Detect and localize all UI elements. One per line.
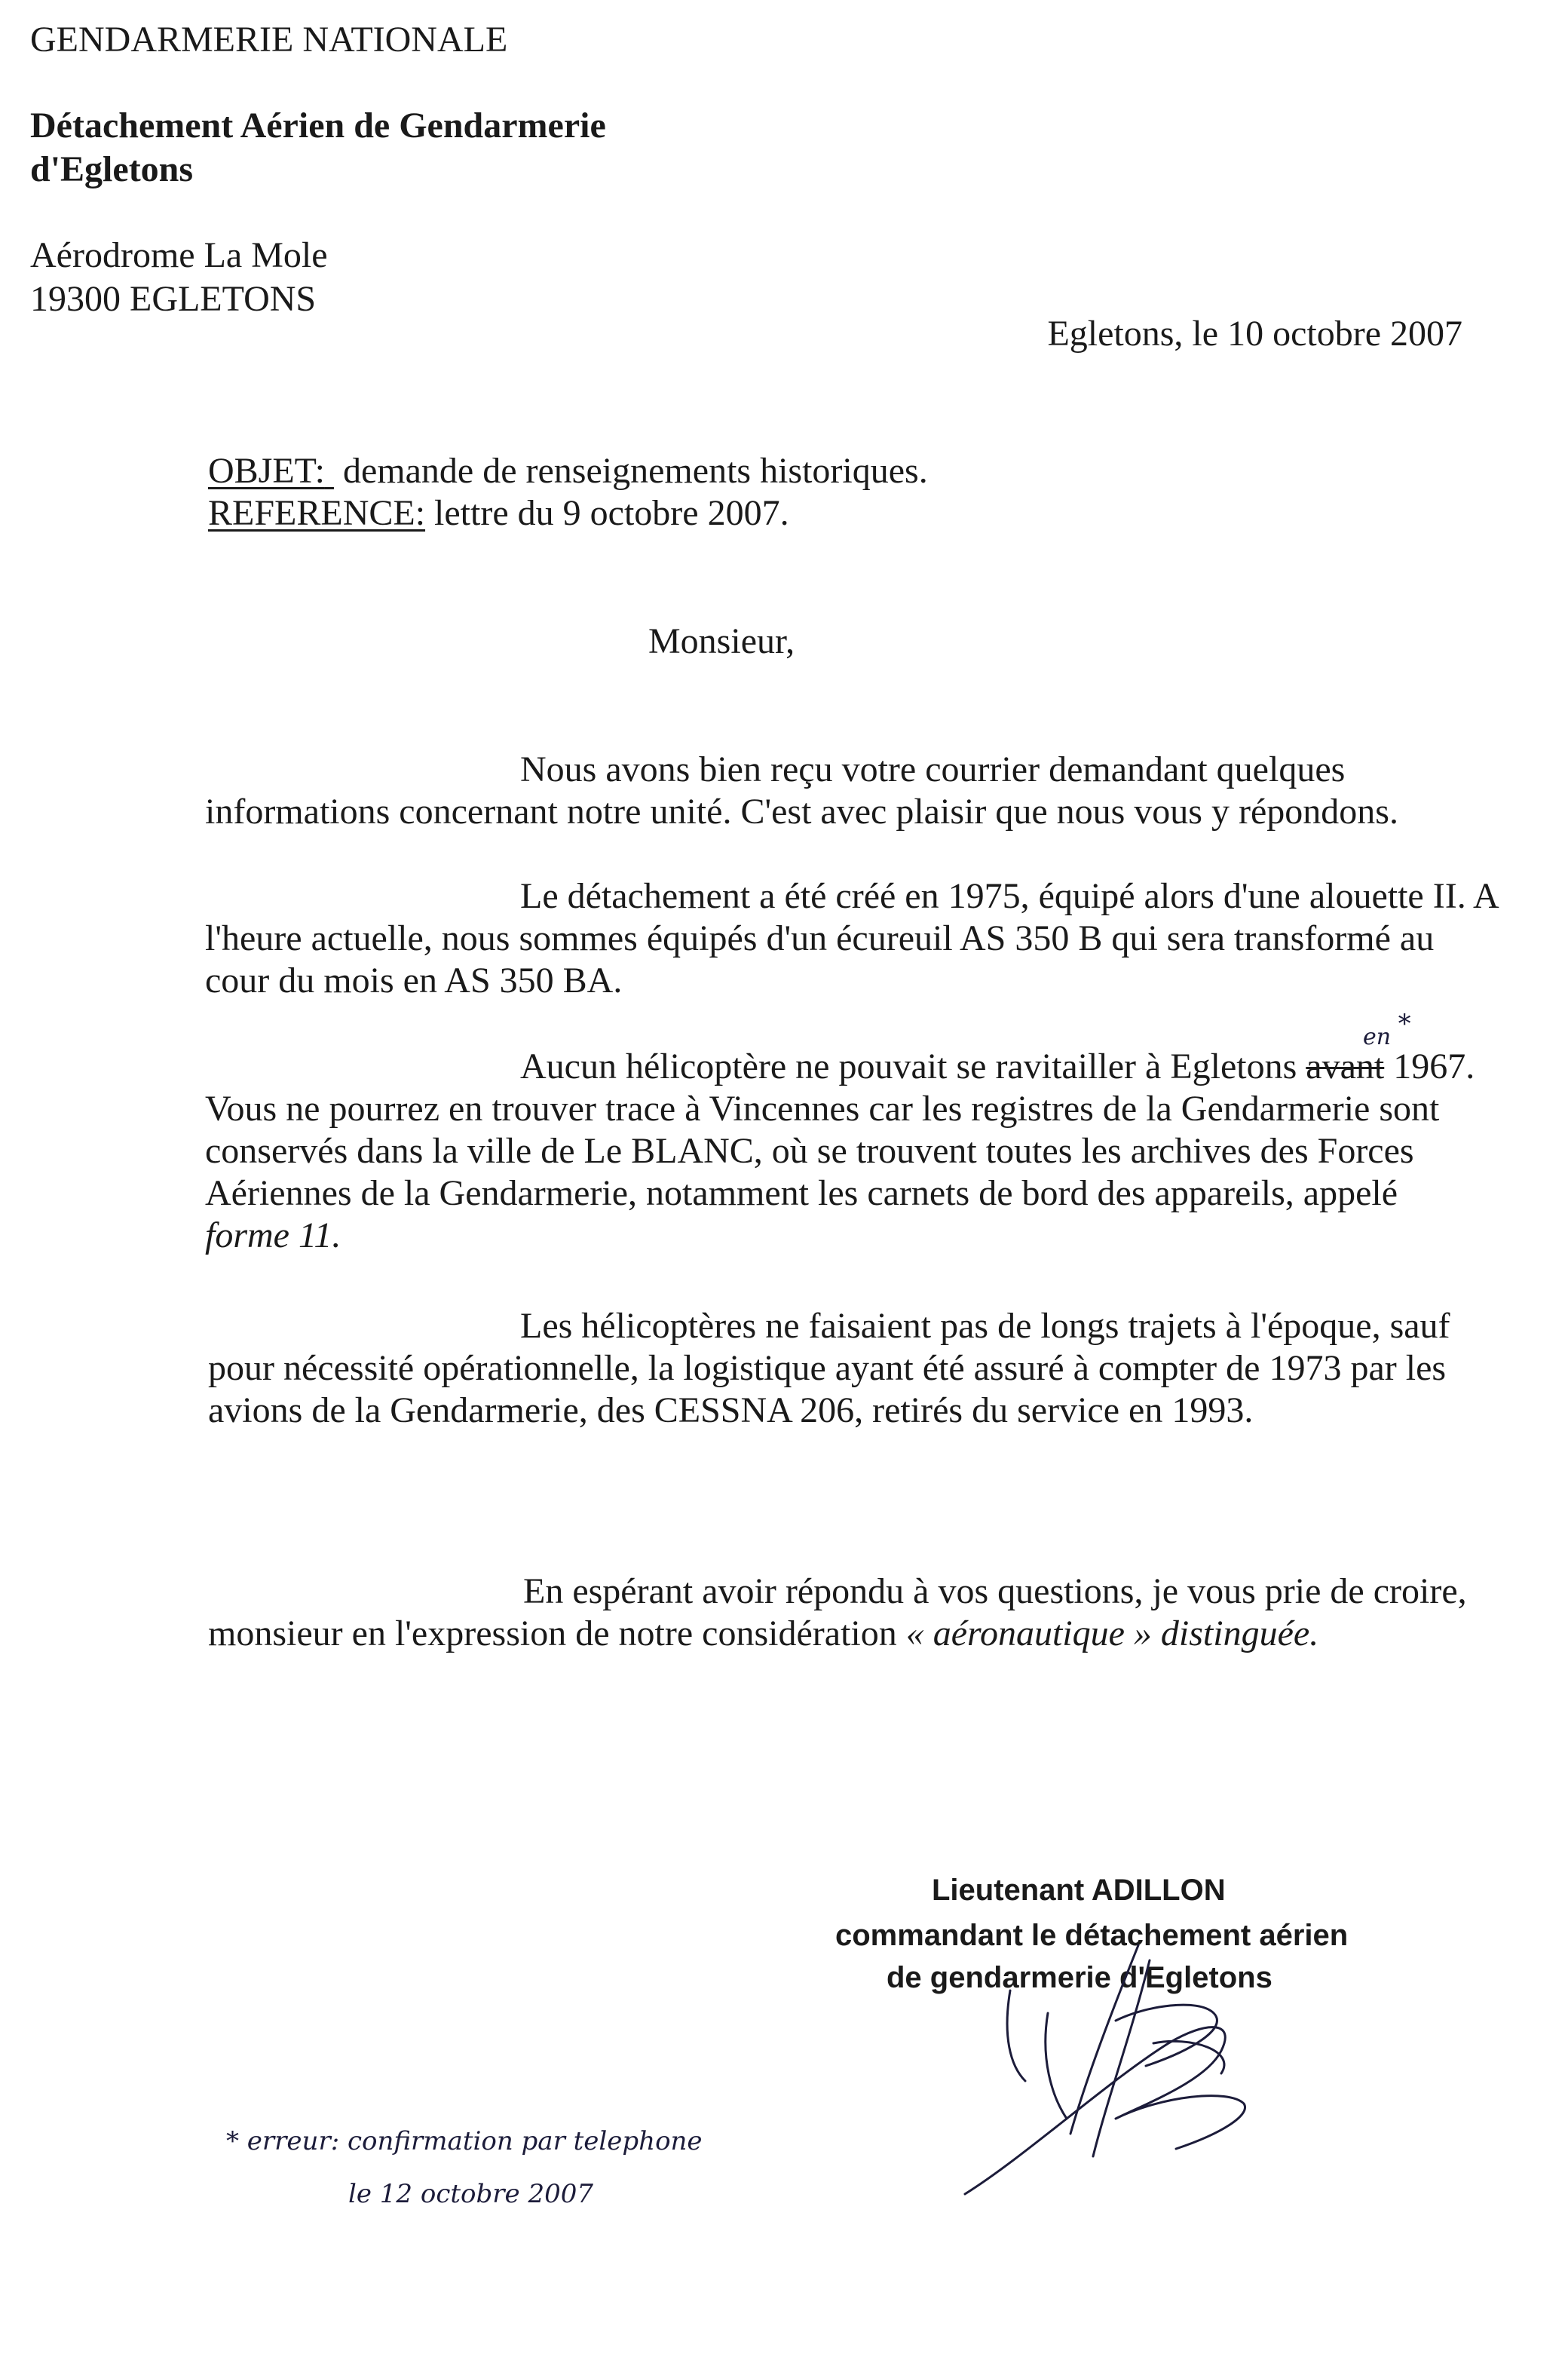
date-line: Egletons, le 10 octobre 2007: [1047, 314, 1462, 354]
p2-line2: l'heure actuelle, nous sommes équipés d'un écureuil AS 350 B qui sera transformé au: [205, 918, 1435, 958]
reference-text: lettre du 9 octobre 2007.: [434, 493, 789, 533]
address-line1: Aérodrome La Mole: [30, 235, 328, 275]
p1-line1: Nous avons bien reçu votre courrier demandant quelques: [520, 749, 1346, 789]
p1-line2: informations concernant notre unité. C'est avec plaisir que nous vous y répondons.: [205, 792, 1398, 832]
object-text: demande de renseignements historiques.: [342, 451, 928, 491]
p3-line3: conservés dans la ville de Le BLANC, où se trouvent toutes les archives des Forces: [205, 1131, 1414, 1171]
handwritten-note-line2: le 12 octobre 2007: [348, 2179, 593, 2209]
p5-line1: En espérant avoir répondu à vos questions, je vous prie de croire,: [523, 1571, 1467, 1611]
struck-word: avant: [1306, 1047, 1385, 1086]
signatory-role-line1: commandant le détachement aérien: [835, 1919, 1349, 1952]
salutation: Monsieur,: [648, 621, 795, 661]
p3-line2: Vous ne pourrez en trouver trace à Vincennes car les registres de la Gendarmerie sont: [205, 1089, 1440, 1129]
p2-line3: cour du mois en AS 350 BA.: [205, 961, 623, 1001]
signatory-name: Lieutenant ADILLON: [932, 1874, 1226, 1907]
signature-scribble: [920, 1930, 1327, 2224]
unit-name-line2: d'Egletons: [30, 149, 194, 189]
address-line2: 19300 EGLETONS: [30, 279, 317, 319]
p5-line2-a: monsieur en l'expression de notre considération: [208, 1613, 897, 1653]
handwritten-note-line1: * erreur: confirmation par telephone: [226, 2126, 703, 2156]
reference-label: REFERENCE:: [208, 493, 426, 533]
p2-line1: Le détachement a été créé en 1975, équipé alors d'une alouette II. A: [520, 876, 1499, 916]
org-name: GENDARMERIE NATIONALE: [30, 20, 508, 60]
reference-line: [208, 492, 789, 535]
p3-line1-b: 1967.: [1393, 1047, 1475, 1086]
signatory-role-line2: de gendarmerie d'Egletons: [887, 1961, 1272, 1994]
p3-line4: Aériennes de la Gendarmerie, notamment les carnets de bord des appareils, appelé: [205, 1173, 1398, 1213]
p5-line2-b: « aéronautique » distinguée.: [905, 1613, 1319, 1653]
p3-line5: forme 11.: [205, 1215, 341, 1255]
p4-line1: Les hélicoptères ne faisaient pas de longs trajets à l'époque, sauf: [520, 1306, 1450, 1346]
unit-name-line1: Détachement Aérien de Gendarmerie: [30, 106, 606, 146]
p3-line1: [520, 1045, 1475, 1089]
correction-word: en: [1363, 1024, 1392, 1050]
p4-line2: pour nécessité opérationnelle, la logistique ayant été assuré à compter de 1973 par les: [208, 1348, 1447, 1388]
p5-line2: [208, 1612, 1318, 1656]
p3-line1-a: Aucun hélicoptère ne pouvait se ravitailler à Egletons: [520, 1047, 1297, 1086]
object-label: OBJET:: [208, 451, 325, 491]
object-line: [208, 449, 928, 493]
asterisk-mark: *: [1398, 1009, 1411, 1039]
p4-line3: avions de la Gendarmerie, des CESSNA 206, retirés du service en 1993.: [208, 1390, 1254, 1430]
